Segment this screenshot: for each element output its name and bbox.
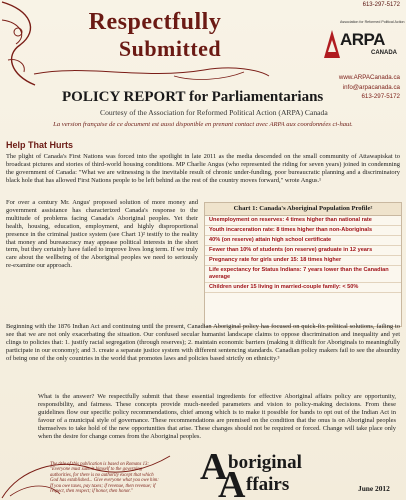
masthead-title-line2: Submitted — [118, 36, 222, 61]
masthead-title-line1: Respectfully — [88, 9, 222, 35]
title-swirl-icon — [24, 62, 274, 82]
logo-acronym: ARPA — [340, 30, 385, 49]
website-link[interactable]: www.ARPACanada.ca — [338, 74, 400, 81]
chart-row: Children under 15 living in married-couple family: < 50% — [205, 283, 401, 293]
french-version-note: La version française de ce document est aussi disponible en prenant contact avec ARPA aux coordonnées ci-haut. — [53, 121, 353, 128]
logo-org-name: Association for Reformed Political Action — [340, 20, 405, 24]
chart-row: Life expectancy for Status Indians: 7 years lower than the Canadian average — [205, 266, 401, 283]
paragraph-funding: For over a century Mr. Angus' proposed solution of more money and government assistance has characterized Canada's response to the multitude of problems facing Canada's Aboriginal peoples. Yet their health, housing, education, employment, and highly disproportional presence in the criminal justice system (see Chart 1)² testify to the reality that money and bureaucracy may appease political interests in the short term, but they certainly have failed to improve lives long term. If we truly care about the wellbeing of the Aboriginal peoples we need to seriously re-examine our approach. — [6, 199, 198, 270]
series-word-affairs: ffairs — [246, 474, 290, 495]
series-initial-a1: A — [200, 446, 228, 488]
logo-country: CANADA — [371, 50, 397, 56]
chart-row: Pregnancy rate for girls under 15: 18 times higher — [205, 256, 401, 266]
masthead-title — [40, 10, 270, 60]
issue-date: June 2012 — [358, 484, 390, 493]
phone-number: 613-297-5172 — [361, 93, 400, 100]
paragraph-indian-act: Beginning with the 1876 Indian Act and continuing until the present, Canadian Aboriginal policy has focused on quick-fix political solutions, failing to see that we are not only exacerbating the situation. Our confused secular humanist landscape claims to oppose discrimination and inequality and yet clings to policies that: 1. justify racial segregation (through reserves); 2. maintain economic barriers (making it difficult for Aboriginals to meaningfully participate in our economy); and 3. create a separate justice system with different sentencing standards. Canadian policy makers fail to see the absurdity of being one of the only countries in the world that promotes laws and policies based strictly on ethnicity.³ — [6, 323, 400, 362]
series-initial-a2: A — [218, 464, 246, 500]
romans-quote: The title of this publication is based on Romans 13: "Everyone must submit himself to the governing authorities, for there is no authority except that which God has established... Give everyone what you owe him: If you owe taxes, pay taxes; if revenue, then revenue; if respect, then respect; if honor, then honor." — [50, 462, 159, 495]
chart-1-box — [204, 202, 402, 327]
paragraph-intro: The plight of Canada's First Nations was forced into the spotlight in late 2011 as the media descended on the small community of Attawapiskat to broadcast pictures and stories of third-world housing conditions. MP Charlie Angus (who represented the riding for seven years) joined in condemning the government of Canada: "What we are witnessing is the inevitable result of chronic under-funding, poor bureaucratic planning and a discriminatory black hole that has allowed First Nations people to be left behind as the rest of the country moves forward," wrote Angus.¹ — [6, 153, 400, 184]
contact-block — [339, 73, 400, 102]
chart-title: Chart 1: Canada's Aboriginal Population Profile² — [205, 203, 401, 216]
paragraph-answer: What is the answer? We respectfully submit that these essential ingredients for effective Aboriginal affairs policy are opportunity, responsibility, and fairness. These concepts provide much-needed parameters and vision to policy-making decisions. From these guidelines flow our specific policy recommendations, chief among which is to make it possible for bands to opt out of the Indian Act in favour of a municipal style of governance. These recommendations are premised on the condition that the onus is on Aboriginal peoples themselves to take hold of the new opportunities that arise. These changes should not be required or forced. Change will take place only when the desire for change comes from the Aboriginal peoples. — [38, 393, 396, 440]
chart-row: Fewer than 10% of students (on reserve) graduate in 12 years — [205, 246, 401, 256]
series-word-aboriginal: boriginal — [228, 452, 302, 473]
email-link[interactable]: info@arpacanada.ca — [342, 83, 400, 91]
chart-row: 40% (on reserve) attain high school certificate — [205, 236, 401, 246]
courtesy-line: Courtesy of the Association for Reformed Political Action (ARPA) Canada — [100, 108, 328, 117]
top-phone: 613-297-5172 — [362, 2, 400, 8]
chart-row: Youth incarceration rate: 8 times higher than non-Aboriginals — [205, 226, 401, 236]
section-heading: Help That Hurts — [6, 140, 74, 150]
report-title: POLICY REPORT for Parliamentarians — [62, 89, 324, 105]
chart-row: Unemployment on reserves: 4 times higher than national rate — [205, 216, 401, 226]
